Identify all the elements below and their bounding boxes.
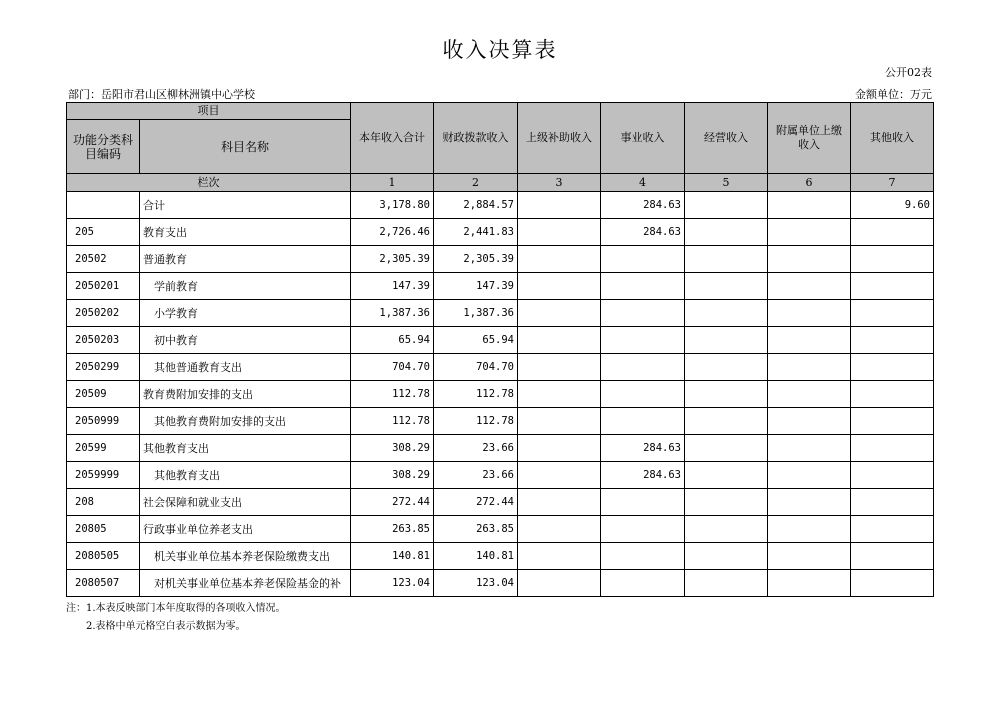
cell-operating — [685, 381, 768, 408]
cell-business — [601, 381, 685, 408]
cell-subsidy — [518, 246, 601, 273]
col-no: 2 — [434, 174, 518, 192]
cell-business — [601, 543, 685, 570]
col-no: 4 — [601, 174, 685, 192]
cell-fiscal: 112.78 — [434, 408, 518, 435]
cell-code: 2050203 — [67, 327, 140, 354]
unit-label: 金额单位：万元 — [855, 88, 932, 101]
cell-total: 65.94 — [351, 327, 434, 354]
cell-fiscal: 704.70 — [434, 354, 518, 381]
cell-total: 2,726.46 — [351, 219, 434, 246]
cell-code: 2050999 — [67, 408, 140, 435]
table-row — [67, 219, 934, 246]
cell-fiscal: 112.78 — [434, 381, 518, 408]
cell-code — [67, 192, 140, 219]
cell-code: 205 — [67, 219, 140, 246]
cell-business — [601, 273, 685, 300]
cell-operating — [685, 192, 768, 219]
cell-name: 小学教育 — [140, 300, 351, 327]
cell-fiscal: 65.94 — [434, 327, 518, 354]
cell-fiscal: 2,884.57 — [434, 192, 518, 219]
cell-fiscal: 23.66 — [434, 462, 518, 489]
table-row — [67, 327, 934, 354]
table-row — [67, 543, 934, 570]
header-operating: 经营收入 — [685, 103, 768, 174]
table-row — [67, 300, 934, 327]
table-row — [67, 435, 934, 462]
cell-business — [601, 327, 685, 354]
cell-operating — [685, 354, 768, 381]
cell-operating — [685, 570, 768, 597]
cell-code: 20805 — [67, 516, 140, 543]
cell-affiliated — [768, 381, 851, 408]
cell-subsidy — [518, 354, 601, 381]
table-row — [67, 570, 934, 597]
cell-business: 284.63 — [601, 219, 685, 246]
cell-operating — [685, 219, 768, 246]
cell-code: 20509 — [67, 381, 140, 408]
col-no: 5 — [685, 174, 768, 192]
cell-subsidy — [518, 516, 601, 543]
header-subsidy: 上级补助收入 — [518, 103, 601, 174]
table-row — [67, 192, 934, 219]
cell-operating — [685, 489, 768, 516]
cell-business: 284.63 — [601, 192, 685, 219]
cell-total: 112.78 — [351, 408, 434, 435]
cell-subsidy — [518, 219, 601, 246]
cell-subsidy — [518, 273, 601, 300]
header-row-no: 栏次 — [67, 174, 351, 192]
cell-total: 140.81 — [351, 543, 434, 570]
cell-code: 20502 — [67, 246, 140, 273]
cell-code: 208 — [67, 489, 140, 516]
cell-other — [851, 381, 934, 408]
cell-operating — [685, 273, 768, 300]
cell-affiliated — [768, 408, 851, 435]
cell-code: 2080505 — [67, 543, 140, 570]
header-fiscal: 财政拨款收入 — [434, 103, 518, 174]
cell-total: 3,178.80 — [351, 192, 434, 219]
cell-name: 机关事业单位基本养老保险缴费支出 — [140, 543, 351, 570]
header-item: 项目 — [67, 103, 351, 120]
cell-business — [601, 354, 685, 381]
cell-affiliated — [768, 543, 851, 570]
cell-subsidy — [518, 408, 601, 435]
cell-other — [851, 246, 934, 273]
table-row — [67, 462, 934, 489]
cell-fiscal: 123.04 — [434, 570, 518, 597]
cell-code: 2050202 — [67, 300, 140, 327]
cell-operating — [685, 327, 768, 354]
cell-name: 学前教育 — [140, 273, 351, 300]
cell-name: 其他教育支出 — [140, 462, 351, 489]
cell-business — [601, 300, 685, 327]
cell-affiliated — [768, 327, 851, 354]
cell-subsidy — [518, 462, 601, 489]
cell-total: 2,305.39 — [351, 246, 434, 273]
cell-subsidy — [518, 489, 601, 516]
cell-affiliated — [768, 246, 851, 273]
cell-other — [851, 408, 934, 435]
cell-other — [851, 273, 934, 300]
cell-total: 123.04 — [351, 570, 434, 597]
cell-operating — [685, 300, 768, 327]
cell-subsidy — [518, 300, 601, 327]
table-row — [67, 246, 934, 273]
cell-total: 112.78 — [351, 381, 434, 408]
cell-code: 2059999 — [67, 462, 140, 489]
cell-affiliated — [768, 462, 851, 489]
cell-affiliated — [768, 489, 851, 516]
cell-affiliated — [768, 570, 851, 597]
department-label: 部门：岳阳市君山区柳林洲镇中心学校 — [68, 88, 255, 101]
cell-other — [851, 489, 934, 516]
cell-affiliated — [768, 273, 851, 300]
header-total: 本年收入合计 — [351, 103, 434, 174]
notes — [66, 600, 286, 636]
cell-business — [601, 489, 685, 516]
cell-other — [851, 516, 934, 543]
cell-total: 263.85 — [351, 516, 434, 543]
cell-other — [851, 570, 934, 597]
cell-affiliated — [768, 516, 851, 543]
cell-fiscal: 140.81 — [434, 543, 518, 570]
col-no: 6 — [768, 174, 851, 192]
cell-operating — [685, 408, 768, 435]
cell-subsidy — [518, 381, 601, 408]
cell-business — [601, 246, 685, 273]
cell-other — [851, 435, 934, 462]
cell-name: 教育支出 — [140, 219, 351, 246]
cell-affiliated — [768, 300, 851, 327]
cell-operating — [685, 516, 768, 543]
cell-business: 284.63 — [601, 462, 685, 489]
cell-code: 2050299 — [67, 354, 140, 381]
income-table — [66, 102, 934, 597]
header-business: 事业收入 — [601, 103, 685, 174]
cell-other — [851, 354, 934, 381]
cell-total: 308.29 — [351, 462, 434, 489]
cell-business — [601, 408, 685, 435]
cell-fiscal: 1,387.36 — [434, 300, 518, 327]
cell-affiliated — [768, 435, 851, 462]
cell-name: 对机关事业单位基本养老保险基金的补 — [140, 570, 351, 597]
cell-fiscal: 23.66 — [434, 435, 518, 462]
cell-total: 704.70 — [351, 354, 434, 381]
cell-subsidy — [518, 327, 601, 354]
note-2: 2.表格中单元格空白表示数据为零。 — [86, 621, 246, 632]
cell-name: 普通教育 — [140, 246, 351, 273]
cell-operating — [685, 246, 768, 273]
cell-business — [601, 570, 685, 597]
cell-fiscal: 147.39 — [434, 273, 518, 300]
cell-fiscal: 263.85 — [434, 516, 518, 543]
cell-business — [601, 516, 685, 543]
cell-other — [851, 327, 934, 354]
cell-name: 教育费附加安排的支出 — [140, 381, 351, 408]
page-title: 收入决算表 — [442, 38, 558, 62]
cell-operating — [685, 462, 768, 489]
cell-name: 其他教育费附加安排的支出 — [140, 408, 351, 435]
cell-other — [851, 543, 934, 570]
cell-name: 初中教育 — [140, 327, 351, 354]
cell-other — [851, 219, 934, 246]
header-code: 功能分类科目编码 — [67, 120, 140, 174]
table-row — [67, 354, 934, 381]
cell-name: 合计 — [140, 192, 351, 219]
cell-affiliated — [768, 192, 851, 219]
table-row — [67, 408, 934, 435]
cell-subsidy — [518, 570, 601, 597]
cell-affiliated — [768, 219, 851, 246]
col-no: 7 — [851, 174, 934, 192]
cell-business: 284.63 — [601, 435, 685, 462]
header-other: 其他收入 — [851, 103, 934, 174]
cell-code: 2050201 — [67, 273, 140, 300]
header-affiliated: 附属单位上缴收入 — [768, 103, 851, 174]
cell-fiscal: 272.44 — [434, 489, 518, 516]
cell-code: 2080507 — [67, 570, 140, 597]
cell-other — [851, 300, 934, 327]
cell-name: 社会保障和就业支出 — [140, 489, 351, 516]
cell-total: 308.29 — [351, 435, 434, 462]
cell-name: 行政事业单位养老支出 — [140, 516, 351, 543]
cell-total: 147.39 — [351, 273, 434, 300]
form-number: 公开02表 — [885, 66, 932, 79]
col-no: 3 — [518, 174, 601, 192]
cell-name: 其他普通教育支出 — [140, 354, 351, 381]
cell-fiscal: 2,441.83 — [434, 219, 518, 246]
table-row — [67, 381, 934, 408]
cell-total: 1,387.36 — [351, 300, 434, 327]
col-no: 1 — [351, 174, 434, 192]
table-row — [67, 516, 934, 543]
cell-subsidy — [518, 435, 601, 462]
table-row — [67, 489, 934, 516]
cell-operating — [685, 543, 768, 570]
cell-name: 其他教育支出 — [140, 435, 351, 462]
cell-other: 9.60 — [851, 192, 934, 219]
cell-code: 20599 — [67, 435, 140, 462]
cell-subsidy — [518, 543, 601, 570]
table-row — [67, 273, 934, 300]
cell-fiscal: 2,305.39 — [434, 246, 518, 273]
header-name: 科目名称 — [140, 120, 351, 174]
cell-affiliated — [768, 354, 851, 381]
cell-total: 272.44 — [351, 489, 434, 516]
cell-subsidy — [518, 192, 601, 219]
note-1: 注：1.本表反映部门本年度取得的各项收入情况。 — [66, 603, 286, 614]
cell-other — [851, 462, 934, 489]
cell-operating — [685, 435, 768, 462]
